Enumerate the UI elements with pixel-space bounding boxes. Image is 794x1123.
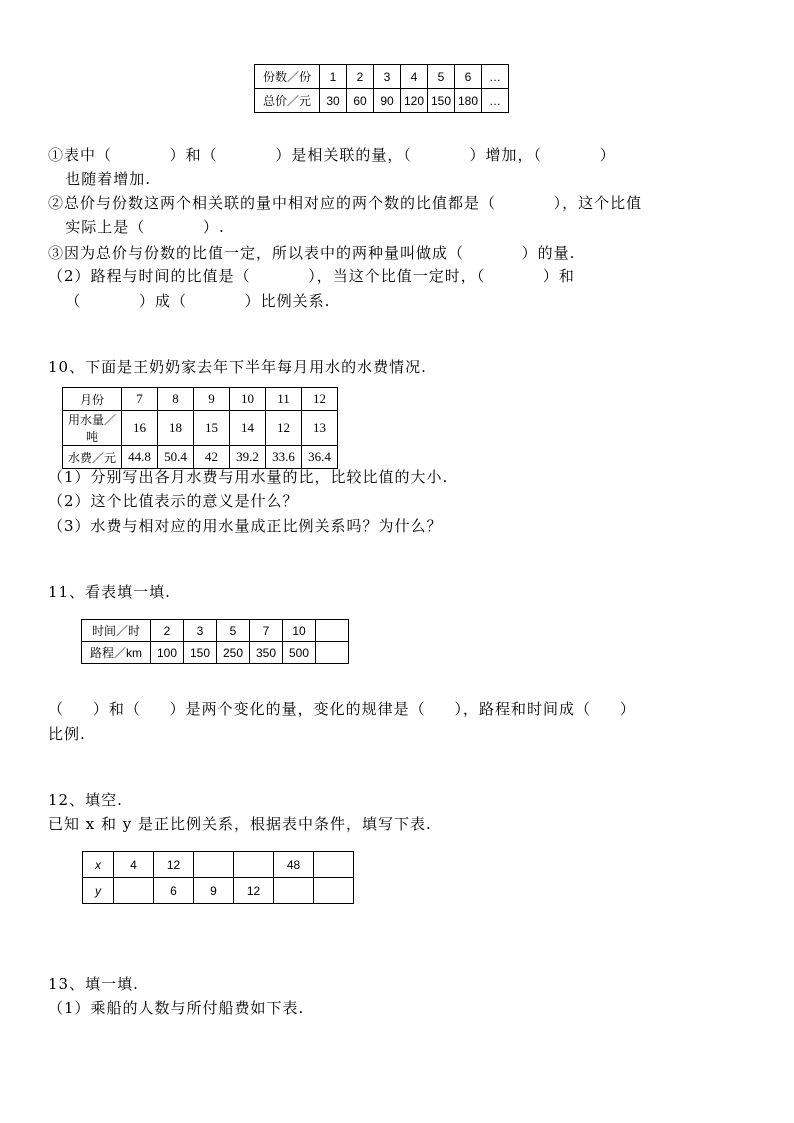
table-cell: 份数／份	[255, 65, 320, 89]
q10-sub-3: （3）水费与相对应的用水量成正比例关系吗？为什么？	[48, 517, 443, 535]
table-row	[83, 878, 354, 904]
q13-sub-1: （1）乘船的人数与所付船费如下表.	[48, 999, 305, 1017]
table-cell	[316, 620, 349, 642]
table-cell: 月份	[63, 388, 122, 411]
water-fee-table	[62, 387, 338, 469]
table-cell: 5	[217, 620, 250, 642]
table-cell: 150	[184, 642, 217, 664]
table-cell: 48	[274, 852, 314, 878]
q9-line-7: （ ）成（ ）比例关系.	[48, 292, 331, 310]
q9-line-1: ①表中（ ）和（ ）是相关联的量，（ ）增加，（ ）	[48, 146, 616, 164]
table-cell: 6	[154, 878, 194, 904]
table-cell: 350	[250, 642, 283, 664]
table-cell: 90	[374, 89, 401, 113]
table-cell: 30	[320, 89, 347, 113]
table-row	[255, 89, 509, 113]
table-cell	[234, 852, 274, 878]
q9-line-3: ②总价与份数这两个相关联的量中相对应的两个数的比值都是（ ），这个比值	[48, 194, 643, 212]
table-row	[63, 411, 338, 446]
table-cell: 总价／元	[255, 89, 320, 113]
table-cell: 60	[347, 89, 374, 113]
table-cell: 3	[184, 620, 217, 642]
table-cell: 8	[158, 388, 194, 411]
time-distance-table	[81, 619, 349, 664]
table-row	[82, 620, 349, 642]
table-cell: …	[482, 89, 509, 113]
table-cell: 42	[194, 446, 230, 469]
table-cell: 6	[455, 65, 482, 89]
table-row	[82, 642, 349, 664]
table-cell: 12	[234, 878, 274, 904]
table-cell: 9	[194, 878, 234, 904]
q12-desc: 已知 x 和 y 是正比例关系，根据表中条件，填写下表.	[48, 815, 432, 833]
table-cell	[316, 642, 349, 664]
table-cell: 10	[230, 388, 266, 411]
table-cell: 4	[114, 852, 154, 878]
price-quantity-table	[254, 64, 509, 113]
table-cell: 15	[194, 411, 230, 446]
table-cell: 120	[401, 89, 428, 113]
table-cell: 12	[266, 411, 302, 446]
table-cell	[314, 852, 354, 878]
table-cell: 路程／km	[82, 642, 151, 664]
table-cell: 36.4	[302, 446, 338, 469]
table-cell	[314, 878, 354, 904]
proportion-table	[82, 851, 354, 904]
table-cell: 10	[283, 620, 316, 642]
q11-line-1: （ ）和（ ）是两个变化的量，变化的规律是（ ），路程和时间成（ ）	[48, 700, 636, 718]
table-cell	[274, 878, 314, 904]
table-cell: 用水量／吨	[63, 411, 122, 446]
table-cell: 1	[320, 65, 347, 89]
table-cell: 39.2	[230, 446, 266, 469]
q11-title: 11、看表填一填.	[48, 583, 171, 601]
table-cell: …	[482, 65, 509, 89]
table-cell: 50.4	[158, 446, 194, 469]
table-cell: 4	[401, 65, 428, 89]
table-cell: 44.8	[122, 446, 158, 469]
q12-title: 12、填空.	[48, 791, 123, 809]
table-cell: 18	[158, 411, 194, 446]
table-cell: 500	[283, 642, 316, 664]
table-cell: 12	[302, 388, 338, 411]
table-cell	[114, 878, 154, 904]
q9-line-6: （2）路程与时间的比值是（ ），当这个比值一定时，（ ）和	[48, 267, 575, 285]
table-row	[63, 446, 338, 469]
q10-sub-1: （1）分别写出各月水费与用水量的比，比较比值的大小.	[48, 468, 449, 486]
table-cell: 250	[217, 642, 250, 664]
table-cell: 2	[347, 65, 374, 89]
table-row	[63, 388, 338, 411]
table-cell: 150	[428, 89, 455, 113]
table-cell: 7	[250, 620, 283, 642]
q9-line-2: 也随着增加.	[48, 170, 152, 188]
q11-line-2: 比例.	[48, 725, 86, 743]
table-cell: 5	[428, 65, 455, 89]
table-cell: 13	[302, 411, 338, 446]
table-cell: 16	[122, 411, 158, 446]
table-cell: 14	[230, 411, 266, 446]
q10-sub-2: （2）这个比值表示的意义是什么？	[48, 492, 299, 510]
table-cell: 180	[455, 89, 482, 113]
q13-title: 13、填一填.	[48, 975, 139, 993]
q10-title: 10、下面是王奶奶家去年下半年每月用水的水费情况.	[48, 358, 427, 376]
table-row	[83, 852, 354, 878]
table-cell: 100	[151, 642, 184, 664]
table-cell: 9	[194, 388, 230, 411]
q9-line-4: 实际上是（ ）.	[48, 218, 225, 236]
table-cell: y	[83, 878, 114, 904]
table-cell	[194, 852, 234, 878]
table-cell: 3	[374, 65, 401, 89]
table-row	[255, 65, 509, 89]
table-cell: 11	[266, 388, 302, 411]
table-cell: 12	[154, 852, 194, 878]
table-cell: 33.6	[266, 446, 302, 469]
table-cell: 7	[122, 388, 158, 411]
table-cell: x	[83, 852, 114, 878]
table-cell: 水费／元	[63, 446, 122, 469]
table-cell: 2	[151, 620, 184, 642]
table-cell: 时间／时	[82, 620, 151, 642]
q9-line-5: ③因为总价与份数的比值一定，所以表中的两种量叫做成（ ）的量.	[48, 244, 576, 262]
